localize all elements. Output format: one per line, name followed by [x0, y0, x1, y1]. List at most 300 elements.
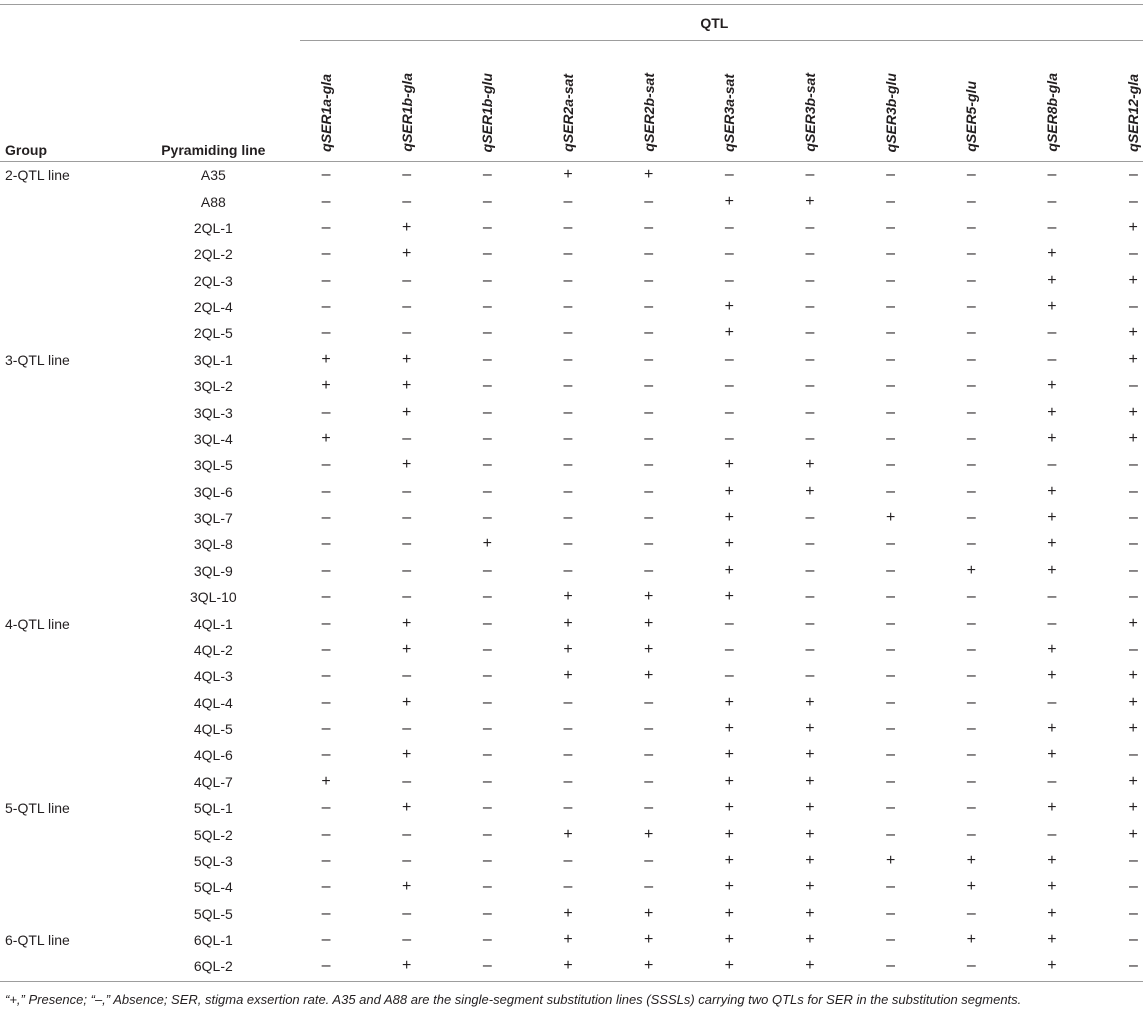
qtl-presence-cell: – — [966, 957, 976, 975]
pyramiding-line-cell: 4QL-7 — [193, 773, 233, 790]
group-label-cell — [0, 637, 141, 663]
qtl-presence-cell: – — [724, 429, 734, 447]
qtl-presence-cell: – — [644, 245, 654, 263]
qtl-column-header-label: qSER1b-gla — [398, 73, 415, 152]
qtl-column-header-label: qSER1a-gla — [318, 74, 335, 152]
qtl-presence-cell: + — [1047, 851, 1057, 869]
qtl-presence-cell: + — [1128, 720, 1138, 738]
qtl-presence-cell: – — [724, 377, 734, 395]
qtl-presence-cell: – — [482, 825, 492, 843]
qtl-presence-cell: – — [805, 350, 815, 368]
qtl-presence-cell: – — [563, 192, 573, 210]
group-label-cell — [0, 320, 141, 346]
qtl-presence-cell: – — [644, 535, 654, 553]
qtl-presence-cell: – — [644, 192, 654, 210]
qtl-presence-cell: – — [966, 192, 976, 210]
qtl-presence-cell: + — [805, 192, 815, 210]
qtl-presence-cell: + — [1128, 403, 1138, 421]
group-label-cell — [0, 953, 141, 979]
qtl-presence-cell: + — [1047, 509, 1057, 527]
qtl-presence-cell: – — [886, 218, 896, 236]
pyramiding-line-cell: A88 — [200, 193, 226, 210]
qtl-presence-cell: + — [724, 851, 734, 869]
qtl-presence-cell: + — [1128, 799, 1138, 817]
pyramiding-line-cell: 2QL-5 — [193, 325, 233, 342]
group-label-cell — [0, 452, 141, 478]
qtl-presence-cell: – — [805, 614, 815, 632]
qtl-presence-cell: – — [644, 456, 654, 474]
pyramiding-line-cell: 3QL-2 — [193, 378, 233, 395]
qtl-presence-cell: – — [1047, 456, 1057, 474]
qtl-presence-cell: – — [563, 561, 573, 579]
qtl-presence-cell: – — [805, 218, 815, 236]
qtl-presence-cell: – — [482, 271, 492, 289]
table-row — [0, 452, 1143, 478]
qtl-presence-cell: – — [886, 429, 896, 447]
qtl-presence-cell: + — [402, 245, 412, 263]
qtl-presence-cell: – — [724, 350, 734, 368]
table-row — [0, 716, 1143, 742]
qtl-presence-cell: + — [1047, 957, 1057, 975]
qtl-presence-cell: – — [805, 429, 815, 447]
qtl-presence-cell: – — [1047, 588, 1057, 606]
qtl-presence-cell: – — [805, 166, 815, 184]
qtl-presence-cell: – — [805, 535, 815, 553]
qtl-presence-cell: – — [644, 350, 654, 368]
qtl-column-header — [608, 41, 689, 161]
group-label-cell: 5-QTL line — [5, 800, 70, 817]
group-label-cell — [0, 874, 141, 900]
qtl-presence-cell: – — [644, 218, 654, 236]
qtl-presence-cell: – — [321, 957, 331, 975]
qtl-presence-cell: + — [805, 851, 815, 869]
qtl-presence-cell: – — [966, 377, 976, 395]
table-row — [0, 347, 1143, 373]
group-label-cell — [0, 294, 141, 320]
table-row — [0, 479, 1143, 505]
qtl-presence-cell: – — [966, 324, 976, 342]
qtl-presence-cell: – — [1128, 904, 1138, 922]
qtl-presence-cell: + — [402, 350, 412, 368]
qtl-presence-cell: – — [482, 509, 492, 527]
qtl-presence-cell: + — [1047, 535, 1057, 553]
qtl-presence-cell: – — [402, 825, 412, 843]
qtl-presence-cell: – — [321, 851, 331, 869]
qtl-presence-cell: + — [643, 588, 654, 606]
table-row — [0, 162, 1143, 188]
qtl-presence-cell: – — [886, 957, 896, 975]
qtl-presence-cell: – — [482, 429, 492, 447]
qtl-presence-cell: – — [886, 588, 896, 606]
qtl-presence-cell: – — [966, 799, 976, 817]
qtl-presence-cell: – — [482, 192, 492, 210]
qtl-presence-cell: – — [644, 377, 654, 395]
qtl-presence-cell: – — [1128, 298, 1138, 316]
qtl-presence-cell: – — [966, 218, 976, 236]
qtl-column-header-label: qSER1b-glu — [479, 72, 496, 152]
qtl-presence-cell: + — [1047, 377, 1057, 395]
qtl-presence-cell: – — [886, 403, 896, 421]
qtl-presence-cell: – — [644, 403, 654, 421]
qtl-presence-cell: – — [402, 904, 412, 922]
qtl-presence-cell: – — [321, 245, 331, 263]
qtl-presence-cell: – — [724, 245, 734, 263]
qtl-presence-cell: – — [966, 772, 976, 790]
qtl-presence-cell: – — [563, 878, 573, 896]
qtl-presence-cell: – — [563, 535, 573, 553]
qtl-presence-cell: – — [886, 324, 896, 342]
table-row — [0, 399, 1143, 425]
qtl-presence-cell: – — [1047, 693, 1057, 711]
qtl-presence-cell: + — [402, 403, 412, 421]
qtl-presence-cell: – — [886, 166, 896, 184]
qtl-presence-cell: – — [966, 720, 976, 738]
qtl-presence-cell: – — [1047, 192, 1057, 210]
table-header-row — [0, 41, 1143, 161]
pyramiding-line-cell: 3QL-6 — [193, 483, 233, 500]
qtl-presence-cell: + — [724, 298, 734, 316]
qtl-presence-cell: – — [805, 324, 815, 342]
qtl-presence-cell: – — [644, 799, 654, 817]
qtl-presence-cell: – — [886, 350, 896, 368]
qtl-column-header-label: qSER8b-gla — [1043, 73, 1060, 152]
qtl-presence-cell: – — [1128, 878, 1138, 896]
qtl-column-header — [366, 41, 447, 161]
group-label-cell — [0, 188, 141, 214]
table-row — [0, 874, 1143, 900]
qtl-presence-cell: + — [805, 904, 815, 922]
table-footnote: “+,” Presence; “–,” Absence; SER, stigma exsertion rate. A35 and A88 are the single-segment substitution lines (SSSLs) carrying two QTLs for SER in the substitution segments. — [5, 992, 1022, 1007]
qtl-presence-cell: + — [1128, 825, 1138, 843]
qtl-presence-cell: + — [724, 878, 734, 896]
pyramiding-line-cell: 4QL-1 — [193, 615, 233, 632]
qtl-presence-cell: + — [321, 350, 331, 368]
qtl-presence-cell: – — [482, 799, 492, 817]
qtl-presence-cell: – — [482, 772, 492, 790]
qtl-presence-cell: + — [563, 957, 573, 975]
qtl-presence-cell: – — [482, 878, 492, 896]
qtl-presence-cell: + — [482, 535, 492, 553]
pyramiding-line-cell: 4QL-3 — [193, 668, 233, 685]
qtl-presence-cell: – — [644, 720, 654, 738]
qtl-presence-cell: – — [482, 904, 492, 922]
qtl-presence-cell: – — [886, 298, 896, 316]
qtl-presence-cell: + — [643, 640, 654, 658]
qtl-presence-cell: – — [966, 482, 976, 500]
qtl-presence-cell: + — [1128, 614, 1138, 632]
qtl-presence-cell: – — [724, 403, 734, 421]
qtl-presence-cell: – — [805, 588, 815, 606]
qtl-presence-cell: – — [321, 561, 331, 579]
qtl-presence-cell: + — [563, 640, 573, 658]
qtl-presence-cell: – — [321, 192, 331, 210]
qtl-presence-cell: – — [724, 218, 734, 236]
qtl-presence-cell: – — [886, 904, 896, 922]
group-label-cell — [0, 821, 141, 847]
qtl-presence-cell: – — [321, 588, 331, 606]
qtl-presence-cell: + — [1047, 561, 1057, 579]
qtl-presence-cell: – — [482, 693, 492, 711]
qtl-presence-cell: – — [402, 667, 412, 685]
group-column-header: Group — [5, 142, 47, 158]
qtl-presence-cell: – — [644, 298, 654, 316]
qtl-presence-cell: – — [1047, 772, 1057, 790]
table-row — [0, 769, 1143, 795]
qtl-presence-cell: – — [482, 324, 492, 342]
qtl-presence-cell: – — [966, 509, 976, 527]
qtl-presence-cell: + — [724, 746, 734, 764]
qtl-presence-cell: + — [724, 904, 734, 922]
group-label-cell: 4-QTL line — [5, 615, 70, 632]
qtl-presence-cell: + — [1047, 720, 1057, 738]
qtl-presence-cell: – — [482, 377, 492, 395]
qtl-presence-cell: – — [482, 218, 492, 236]
qtl-presence-cell: + — [805, 957, 815, 975]
group-label-cell — [0, 558, 141, 584]
group-label-cell — [0, 690, 141, 716]
qtl-column-header-label: qSER2b-sat — [640, 73, 657, 152]
group-label-cell: 2-QTL line — [5, 167, 70, 184]
qtl-presence-cell: + — [1047, 245, 1057, 263]
qtl-presence-cell: – — [563, 218, 573, 236]
qtl-presence-cell: + — [402, 957, 412, 975]
qtl-presence-cell: – — [482, 350, 492, 368]
table-row — [0, 320, 1143, 346]
qtl-presence-cell: – — [1128, 192, 1138, 210]
qtl-presence-cell: + — [1128, 271, 1138, 289]
qtl-presence-cell: + — [1047, 878, 1057, 896]
qtl-presence-cell: – — [886, 693, 896, 711]
qtl-presence-cell: – — [1047, 350, 1057, 368]
qtl-presence-cell: + — [563, 825, 573, 843]
qtl-presence-cell: – — [1047, 324, 1057, 342]
pyramiding-line-cell: 6QL-2 — [193, 958, 233, 975]
qtl-presence-cell: – — [482, 640, 492, 658]
qtl-column-header — [931, 41, 1012, 161]
qtl-presence-cell: – — [966, 350, 976, 368]
group-label-cell — [0, 663, 141, 689]
qtl-presence-cell: + — [805, 746, 815, 764]
qtl-presence-cell: – — [321, 271, 331, 289]
table-row — [0, 215, 1143, 241]
qtl-presence-cell: + — [321, 429, 331, 447]
pyramiding-line-cell: 3QL-4 — [193, 430, 233, 447]
qtl-presence-cell: – — [402, 324, 412, 342]
qtl-presence-cell: – — [563, 693, 573, 711]
qtl-presence-cell: + — [966, 931, 976, 949]
qtl-presence-cell: – — [644, 271, 654, 289]
pyramiding-line-cell: 3QL-7 — [193, 510, 233, 527]
qtl-presence-cell: – — [563, 772, 573, 790]
qtl-presence-cell: – — [482, 588, 492, 606]
qtl-presence-cell: + — [966, 561, 976, 579]
table-row — [0, 373, 1143, 399]
qtl-presence-cell: – — [563, 377, 573, 395]
pyramiding-line-cell: 5QL-1 — [193, 800, 233, 817]
group-label-cell — [0, 215, 141, 241]
pyramiding-line-cell: 6QL-1 — [193, 932, 233, 949]
qtl-presence-cell: – — [321, 456, 331, 474]
qtl-presence-cell: + — [885, 851, 896, 869]
table-row — [0, 901, 1143, 927]
qtl-column-header — [286, 41, 367, 161]
qtl-presence-cell: + — [805, 693, 815, 711]
qtl-presence-cell: + — [1128, 429, 1138, 447]
pyramiding-line-cell: 2QL-2 — [193, 246, 233, 263]
qtl-presence-cell: + — [402, 878, 412, 896]
qtl-presence-cell: – — [966, 271, 976, 289]
qtl-column-header — [1012, 41, 1093, 161]
group-label-cell: 3-QTL line — [5, 351, 70, 368]
qtl-presence-cell: – — [805, 298, 815, 316]
qtl-presence-cell: + — [805, 482, 815, 500]
qtl-presence-cell: + — [724, 535, 734, 553]
qtl-presence-cell: + — [1128, 667, 1138, 685]
pyramiding-line-cell: 3QL-3 — [193, 404, 233, 421]
qtl-presence-cell: – — [805, 667, 815, 685]
qtl-presence-cell: + — [643, 957, 654, 975]
qtl-presence-cell: – — [402, 509, 412, 527]
qtl-presence-cell: + — [1047, 298, 1057, 316]
qtl-presence-cell: – — [563, 350, 573, 368]
qtl-presence-cell: – — [402, 192, 412, 210]
qtl-presence-cell: – — [886, 746, 896, 764]
qtl-presence-cell: + — [724, 772, 734, 790]
table-row — [0, 610, 1143, 636]
qtl-presence-cell: – — [886, 192, 896, 210]
qtl-column-header-label: qSER3b-glu — [882, 72, 899, 152]
qtl-presence-cell: + — [805, 878, 815, 896]
pyramiding-line-cell: 4QL-2 — [193, 641, 233, 658]
qtl-presence-cell: – — [482, 245, 492, 263]
qtl-presence-cell: + — [724, 957, 734, 975]
table-bottom-rule — [0, 981, 1143, 982]
qtl-presence-cell: – — [563, 482, 573, 500]
qtl-presence-cell: – — [966, 693, 976, 711]
qtl-presence-cell: + — [724, 693, 734, 711]
qtl-presence-cell: – — [966, 429, 976, 447]
qtl-presence-cell: – — [482, 166, 492, 184]
qtl-presence-cell: – — [1128, 746, 1138, 764]
table-row — [0, 558, 1143, 584]
table-row — [0, 531, 1143, 557]
qtl-presence-cell: – — [321, 640, 331, 658]
qtl-presence-cell: – — [402, 298, 412, 316]
table-row — [0, 294, 1143, 320]
table-row — [0, 637, 1143, 663]
qtl-presence-cell: – — [482, 667, 492, 685]
qtl-column-header-label: qSER3b-sat — [801, 73, 818, 152]
table-row — [0, 188, 1143, 214]
table-row — [0, 742, 1143, 768]
group-label-cell — [0, 848, 141, 874]
qtl-presence-cell: – — [1128, 851, 1138, 869]
qtl-presence-cell: – — [321, 746, 331, 764]
qtl-presence-cell: – — [563, 456, 573, 474]
table-row — [0, 426, 1143, 452]
qtl-presence-cell: – — [886, 931, 896, 949]
group-label-cell — [0, 769, 141, 795]
qtl-presence-cell: – — [1128, 482, 1138, 500]
table-row — [0, 584, 1143, 610]
qtl-presence-cell: – — [321, 799, 331, 817]
qtl-presence-cell: + — [402, 799, 412, 817]
qtl-presence-cell: – — [966, 588, 976, 606]
qtl-presence-cell: – — [402, 561, 412, 579]
qtl-presence-cell: – — [482, 482, 492, 500]
qtl-presence-cell: – — [1047, 614, 1057, 632]
group-label-cell — [0, 479, 141, 505]
table-row — [0, 953, 1143, 979]
qtl-presence-cell: – — [563, 799, 573, 817]
qtl-presence-cell: – — [644, 851, 654, 869]
qtl-presence-cell: + — [402, 640, 412, 658]
qtl-presence-cell: – — [1047, 218, 1057, 236]
qtl-presence-cell: – — [321, 931, 331, 949]
qtl-presence-cell: + — [1128, 350, 1138, 368]
qtl-column-header-label: qSER12-gla — [1124, 74, 1141, 152]
qtl-presence-cell: – — [482, 720, 492, 738]
qtl-presence-cell: + — [805, 772, 815, 790]
qtl-presence-cell: – — [1128, 931, 1138, 949]
table-row — [0, 241, 1143, 267]
qtl-presence-cell: – — [402, 931, 412, 949]
pyramiding-line-cell: 3QL-5 — [193, 457, 233, 474]
qtl-presence-cell: + — [885, 509, 896, 527]
table-row — [0, 927, 1143, 953]
pyramiding-line-cell: 4QL-5 — [193, 721, 233, 738]
qtl-presence-cell: – — [402, 851, 412, 869]
qtl-presence-cell: – — [886, 377, 896, 395]
qtl-presence-cell: – — [966, 456, 976, 474]
pyramiding-line-cell: 5QL-2 — [193, 826, 233, 843]
table-row — [0, 505, 1143, 531]
qtl-presence-cell: + — [724, 482, 734, 500]
qtl-presence-cell: – — [644, 878, 654, 896]
qtl-presence-cell: + — [563, 588, 573, 606]
qtl-presence-cell: – — [563, 720, 573, 738]
qtl-column-header — [1092, 41, 1143, 161]
qtl-presence-cell: + — [1128, 772, 1138, 790]
qtl-column-header — [770, 41, 851, 161]
qtl-presence-cell: + — [805, 720, 815, 738]
group-label-cell — [0, 901, 141, 927]
table-row — [0, 848, 1143, 874]
qtl-presence-cell: – — [805, 509, 815, 527]
qtl-presence-cell: – — [805, 561, 815, 579]
qtl-presence-cell: + — [643, 667, 654, 685]
qtl-presence-cell: – — [1128, 245, 1138, 263]
qtl-presence-cell: – — [886, 456, 896, 474]
qtl-presence-cell: – — [321, 509, 331, 527]
qtl-presence-cell: – — [966, 640, 976, 658]
qtl-presence-cell: + — [643, 904, 654, 922]
qtl-presence-cell: + — [1047, 429, 1057, 447]
table-row — [0, 268, 1143, 294]
pyramiding-line-cell: 3QL-8 — [193, 536, 233, 553]
group-label-cell — [0, 426, 141, 452]
qtl-presence-cell: + — [1047, 271, 1057, 289]
qtl-presence-cell: – — [966, 746, 976, 764]
qtl-presence-cell: + — [563, 931, 573, 949]
group-label-cell — [0, 584, 141, 610]
qtl-presence-cell: + — [1047, 640, 1057, 658]
qtl-presence-cell: – — [805, 377, 815, 395]
qtl-presence-cell: – — [886, 720, 896, 738]
qtl-presence-cell: – — [402, 271, 412, 289]
qtl-presence-cell: + — [724, 561, 734, 579]
qtl-presence-cell: + — [402, 218, 412, 236]
